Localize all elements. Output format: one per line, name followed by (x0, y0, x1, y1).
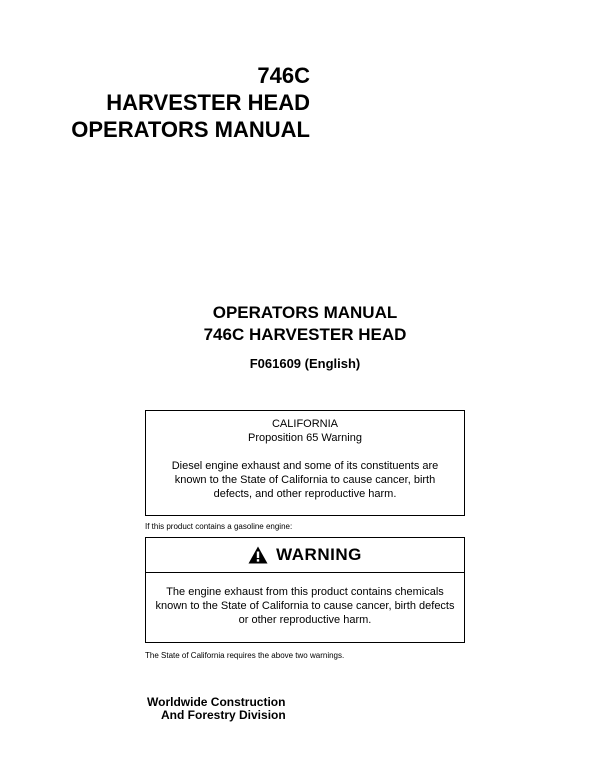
subtitle-line-2: 746C HARVESTER HEAD (203, 325, 407, 344)
subtitle-block (140, 302, 470, 372)
division-line-1: Worldwide Construction (147, 695, 286, 709)
subtitle-line-1: OPERATORS MANUAL (212, 303, 398, 322)
part-number: F061609 (English) (249, 356, 361, 371)
division-line-2: And Forestry Division (161, 708, 286, 722)
california-body: Diesel engine exhaust and some of its constituents are known to the State of California to cause cancer, birth defects, and other reproductive harm. (171, 460, 439, 500)
cover-model: 746C (257, 63, 310, 88)
cover-title (71, 62, 310, 143)
warning-body: The engine exhaust from this product contains chemicals known to the State of California to cause cancer, birth defects or other reproductive harm. (155, 586, 455, 626)
warning-box (145, 537, 465, 643)
gasoline-engine-note: If this product contains a gasoline engine: (145, 522, 293, 531)
california-prop65-box (145, 410, 465, 516)
cover-doc-type: OPERATORS MANUAL (71, 117, 310, 142)
division-name (147, 696, 286, 722)
warning-triangle-icon (248, 546, 268, 564)
warning-label: WARNING (276, 545, 362, 564)
warning-header (146, 538, 464, 573)
state-requirement-note: The State of California requires the above two warnings. (145, 651, 345, 660)
cover-product: HARVESTER HEAD (106, 90, 310, 115)
california-subheading: Proposition 65 Warning (248, 432, 362, 444)
california-heading: CALIFORNIA (271, 418, 338, 430)
